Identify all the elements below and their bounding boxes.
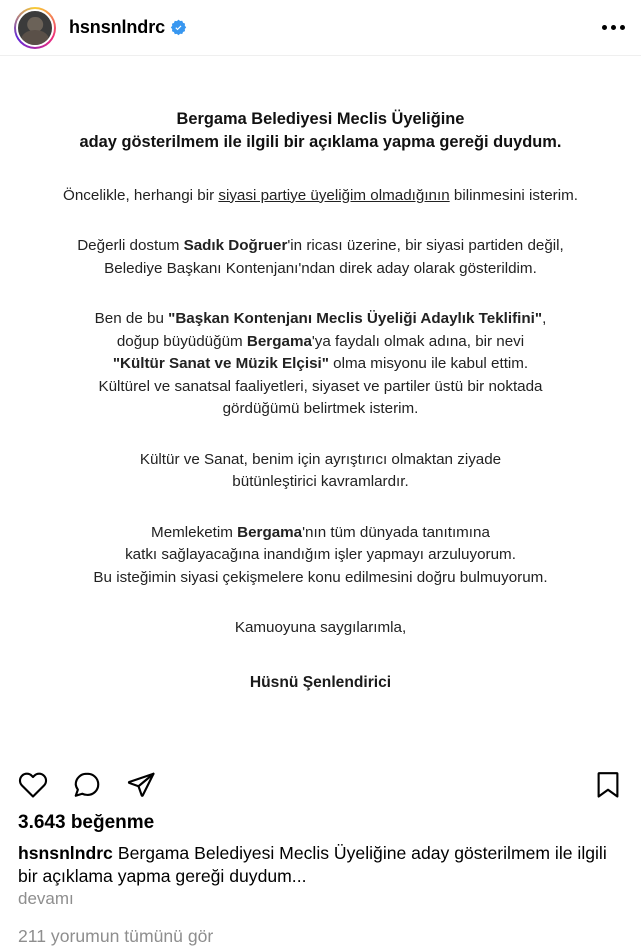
statement-title-line1: Bergama Belediyesi Meclis Üyeliğine — [176, 110, 465, 128]
p2-b: 'in ricası üzerine, bir siyasi partiden değil, — [287, 237, 564, 255]
dot-3 — [620, 25, 625, 30]
p3-c: doğup büyüdüğüm — [116, 332, 247, 350]
p5-bold: Bergama — [237, 523, 303, 541]
p3-b: , — [542, 310, 547, 328]
p3-d: 'ya faydalı olmak adına, bir nevi — [311, 332, 525, 350]
verified-badge-icon — [170, 19, 187, 36]
closing-line: Kamuoyuna saygılarımla, — [234, 619, 407, 637]
username-group[interactable] — [69, 17, 187, 38]
caption — [18, 842, 623, 889]
avatar-image — [16, 9, 54, 47]
caption-text: Bergama Belediyesi Meclis Üyeliğine aday gösterilmem ile ilgili bir açıklama yapma gereği duydum... — [18, 842, 607, 886]
statement-title-line2: aday gösterilmem ile ilgili bir açıklama yapma gereği duydum. — [79, 133, 562, 152]
p3-g: gördüğümü belirtmek isterim. — [222, 400, 419, 418]
paragraph-4 — [40, 449, 601, 494]
p5-d: Bu isteğimin siyasi çekişmelere konu edilmesini doğru bulmuyorum. — [93, 568, 548, 586]
view-all-comments-link[interactable]: 211 yorumun tümünü gör — [18, 926, 214, 947]
post-meta — [0, 804, 641, 947]
paragraph-1 — [40, 185, 601, 208]
post-header — [0, 0, 641, 56]
caption-more-button[interactable]: devamı — [18, 889, 74, 909]
share-icon[interactable] — [126, 770, 156, 800]
p3-f: Kültürel ve sanatsal faaliyetleri, siyaset ve partiler üstü bir noktada — [98, 377, 543, 395]
post-options-button[interactable] — [600, 19, 627, 36]
p4-b: bütünleştirici kavramlardır. — [232, 473, 409, 491]
p3-e: olma misyonu ile kabul ettim. — [328, 355, 529, 373]
p4-a: Kültür ve Sanat, benim için ayrıştırıcı olmaktan ziyade — [139, 450, 502, 468]
p3-bold-3: "Kültür Sanat ve Müzik Elçisi" — [112, 355, 329, 373]
caption-username[interactable]: hsnsnlndrc — [18, 842, 113, 863]
p1-after: bilinmesini isterim. — [449, 186, 578, 204]
post-text-image — [0, 56, 641, 722]
p5-a: Memleketim — [151, 523, 238, 541]
username[interactable]: hsnsnlndrc — [69, 17, 166, 37]
p2-c: Belediye Başkanı Kontenjanı'ndan direk aday olarak gösterildim. — [104, 259, 537, 277]
p3-bold-2: Bergama — [246, 332, 312, 350]
p2-bold: Sadık Doğruer — [183, 237, 288, 255]
p5-c: katkı sağlayacağına inandığım işler yapmayı arzuluyorum. — [125, 546, 516, 564]
signature: Hüsnü Şenlendirici — [249, 673, 392, 691]
paragraph-2 — [40, 235, 601, 280]
avatar[interactable] — [14, 7, 56, 49]
dot-2 — [611, 25, 616, 30]
heart-icon[interactable] — [18, 770, 48, 800]
like-count[interactable]: 3.643 beğenme — [18, 811, 155, 833]
p3-bold-1: "Başkan Kontenjanı Meclis Üyeliği Adaylık Teklifini" — [168, 310, 543, 328]
p1-before: Öncelikle, herhangi bir — [63, 186, 219, 204]
action-bar — [0, 756, 641, 804]
p5-b: 'nın tüm dünyada tanıtımına — [302, 523, 490, 541]
comment-icon[interactable] — [72, 770, 102, 800]
p1-underlined: siyasi partiye üyeliğim olmadığının — [218, 186, 450, 204]
paragraph-5 — [40, 522, 601, 590]
bookmark-icon[interactable] — [593, 770, 623, 800]
dot-1 — [602, 25, 607, 30]
p2-a: Değerli dostum — [77, 237, 184, 255]
p3-a: Ben de bu — [94, 310, 169, 328]
statement-title — [40, 108, 601, 155]
paragraph-3 — [40, 308, 601, 421]
